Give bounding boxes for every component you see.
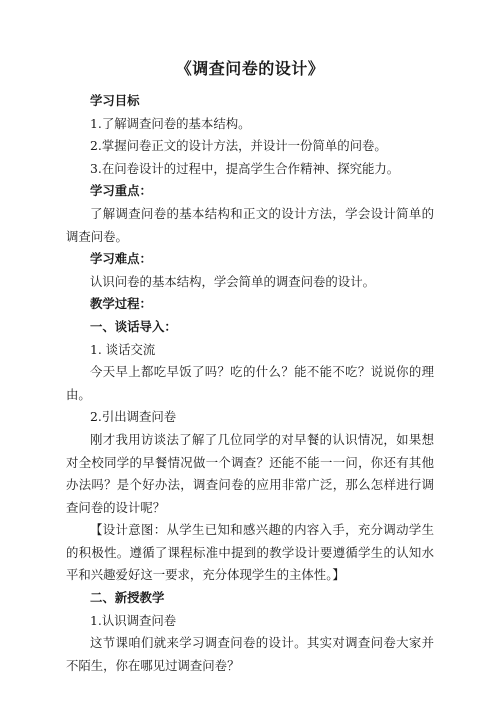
- design-intent: 【设计意图：从学生已知和感兴趣的内容入手，充分调动学生的积极性。遵循了课程标准中提到的教学设计要遵循学生的认知水平和兴趣爱好这一要求，充分体现学生的主体性。】: [66, 522, 434, 583]
- step-2-text: 刚才我用访谈法了解了几位同学的对早餐的认识情况，如果想对全校同学的早餐情况做一个调查？还能不能一一问，你还有其他办法吗？是个好办法，调查问卷的应用非常广泛，那么怎样进行调查问卷的设计呢？: [66, 431, 434, 515]
- step-3-text: 这节课咱们就来学习调查问卷的设计。其实对调查问卷大家并不陌生，你在哪见过调查问卷？: [66, 635, 434, 673]
- learning-goals-heading: 学习目标: [90, 93, 140, 108]
- process-heading: 教学过程：: [90, 296, 152, 312]
- section-1-heading: 一、谈话导入：: [90, 318, 177, 334]
- section-2-heading: 二、新授教学: [90, 590, 165, 606]
- goal-3: 3.在问卷设计的过程中，提高学生合作精神、探究能力。: [90, 160, 400, 176]
- document-title: 《调查问卷的设计》: [175, 59, 325, 78]
- goal-2: 2.掌握问卷正文的设计方法，并设计一份简单的问卷。: [90, 138, 387, 154]
- step-1-text: 今天早上都吃早饭了吗？吃的什么？能不能不吃？说说你的理由。: [66, 364, 434, 402]
- step-1-label: 1. 谈话交流: [90, 341, 156, 357]
- key-points-text: 了解调查问卷的基本结构和正文的设计方法，学会设计简单的调查问卷。: [66, 205, 434, 244]
- difficulty-text: 认识问卷的基本结构，学会简单的调查问卷的设计。: [90, 273, 375, 289]
- step-3-label: 1.认识调查问卷: [90, 612, 177, 628]
- step-2-label: 2.引出调查问卷: [90, 409, 177, 425]
- difficulty-heading: 学习难点：: [90, 251, 152, 267]
- key-points-heading: 学习重点：: [90, 183, 152, 199]
- goal-1: 1.了解调查问卷的基本结构。: [90, 115, 251, 131]
